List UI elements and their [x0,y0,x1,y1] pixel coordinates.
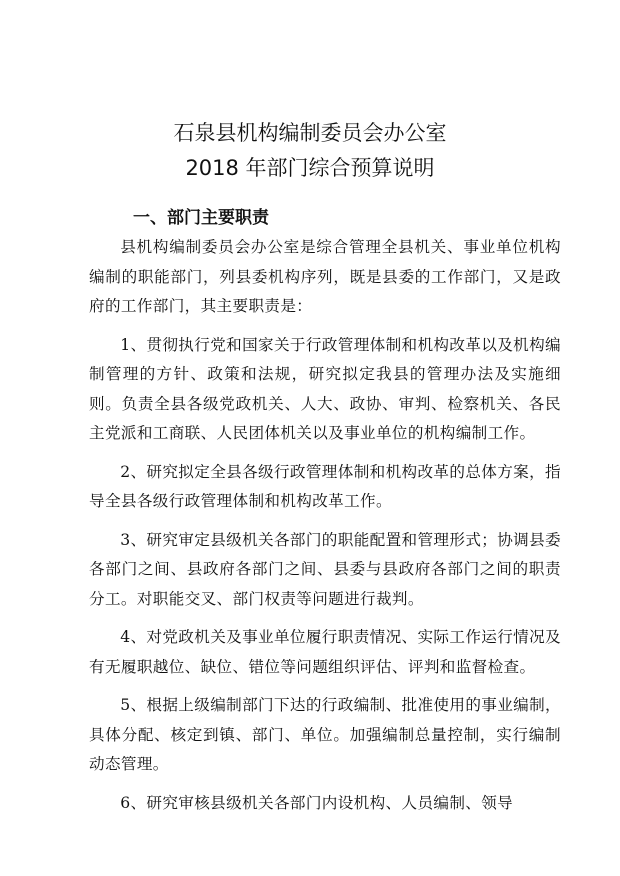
paragraph-duty-2: 2、研究拟定全县各级行政管理体制和机构改革的总体方案，指导全县各级行政管理体制和机构改革工作。 [89,462,561,510]
document-title: 石泉县机构编制委员会办公室 [173,121,447,145]
section-heading: 一、部门主要职责 [133,208,269,228]
document-body [89,233,561,827]
paragraph-duty-1: 1、贯彻执行党和国家关于行政管理体制和机构改革以及机构编制管理的方针、政策和法规，研究拟定我县的管理办法及实施细则。负责全县各级党政机关、人大、政协、审判、检察机关、各民主党派和工商联、人民团体机关以及事业单位的机构编制工作。 [89,335,561,442]
document-subtitle: 2018 年部门综合预算说明 [185,156,435,180]
paragraph-duty-3: 3、研究审定县级机关各部门的职能配置和管理形式；协调县委各部门之间、县政府各部门之间、县委与县政府各部门之间的职责分工。对职能交叉、部门权责等问题进行裁判。 [89,530,561,608]
paragraph-duty-5: 5、根据上级编制部门下达的行政编制、批准使用的事业编制，具体分配、核定到镇、部门、单位。加强编制总量控制，实行编制动态管理。 [89,696,561,773]
paragraph-duty-4: 4、对党政机关及事业单位履行职责情况、实际工作运行情况及有无履职越位、缺位、错位等问题组织评估、评判和监督检查。 [89,628,561,676]
paragraph-duty-6: 6、研究审核县级机关各部门内设机构、人员编制、领导 [120,793,514,812]
paragraph-intro: 县机构编制委员会办公室是综合管理全县机关、事业单位机构编制的职能部门，列县委机构序列，既是县委的工作部门，又是政府的工作部门，其主要职责是： [89,238,561,315]
